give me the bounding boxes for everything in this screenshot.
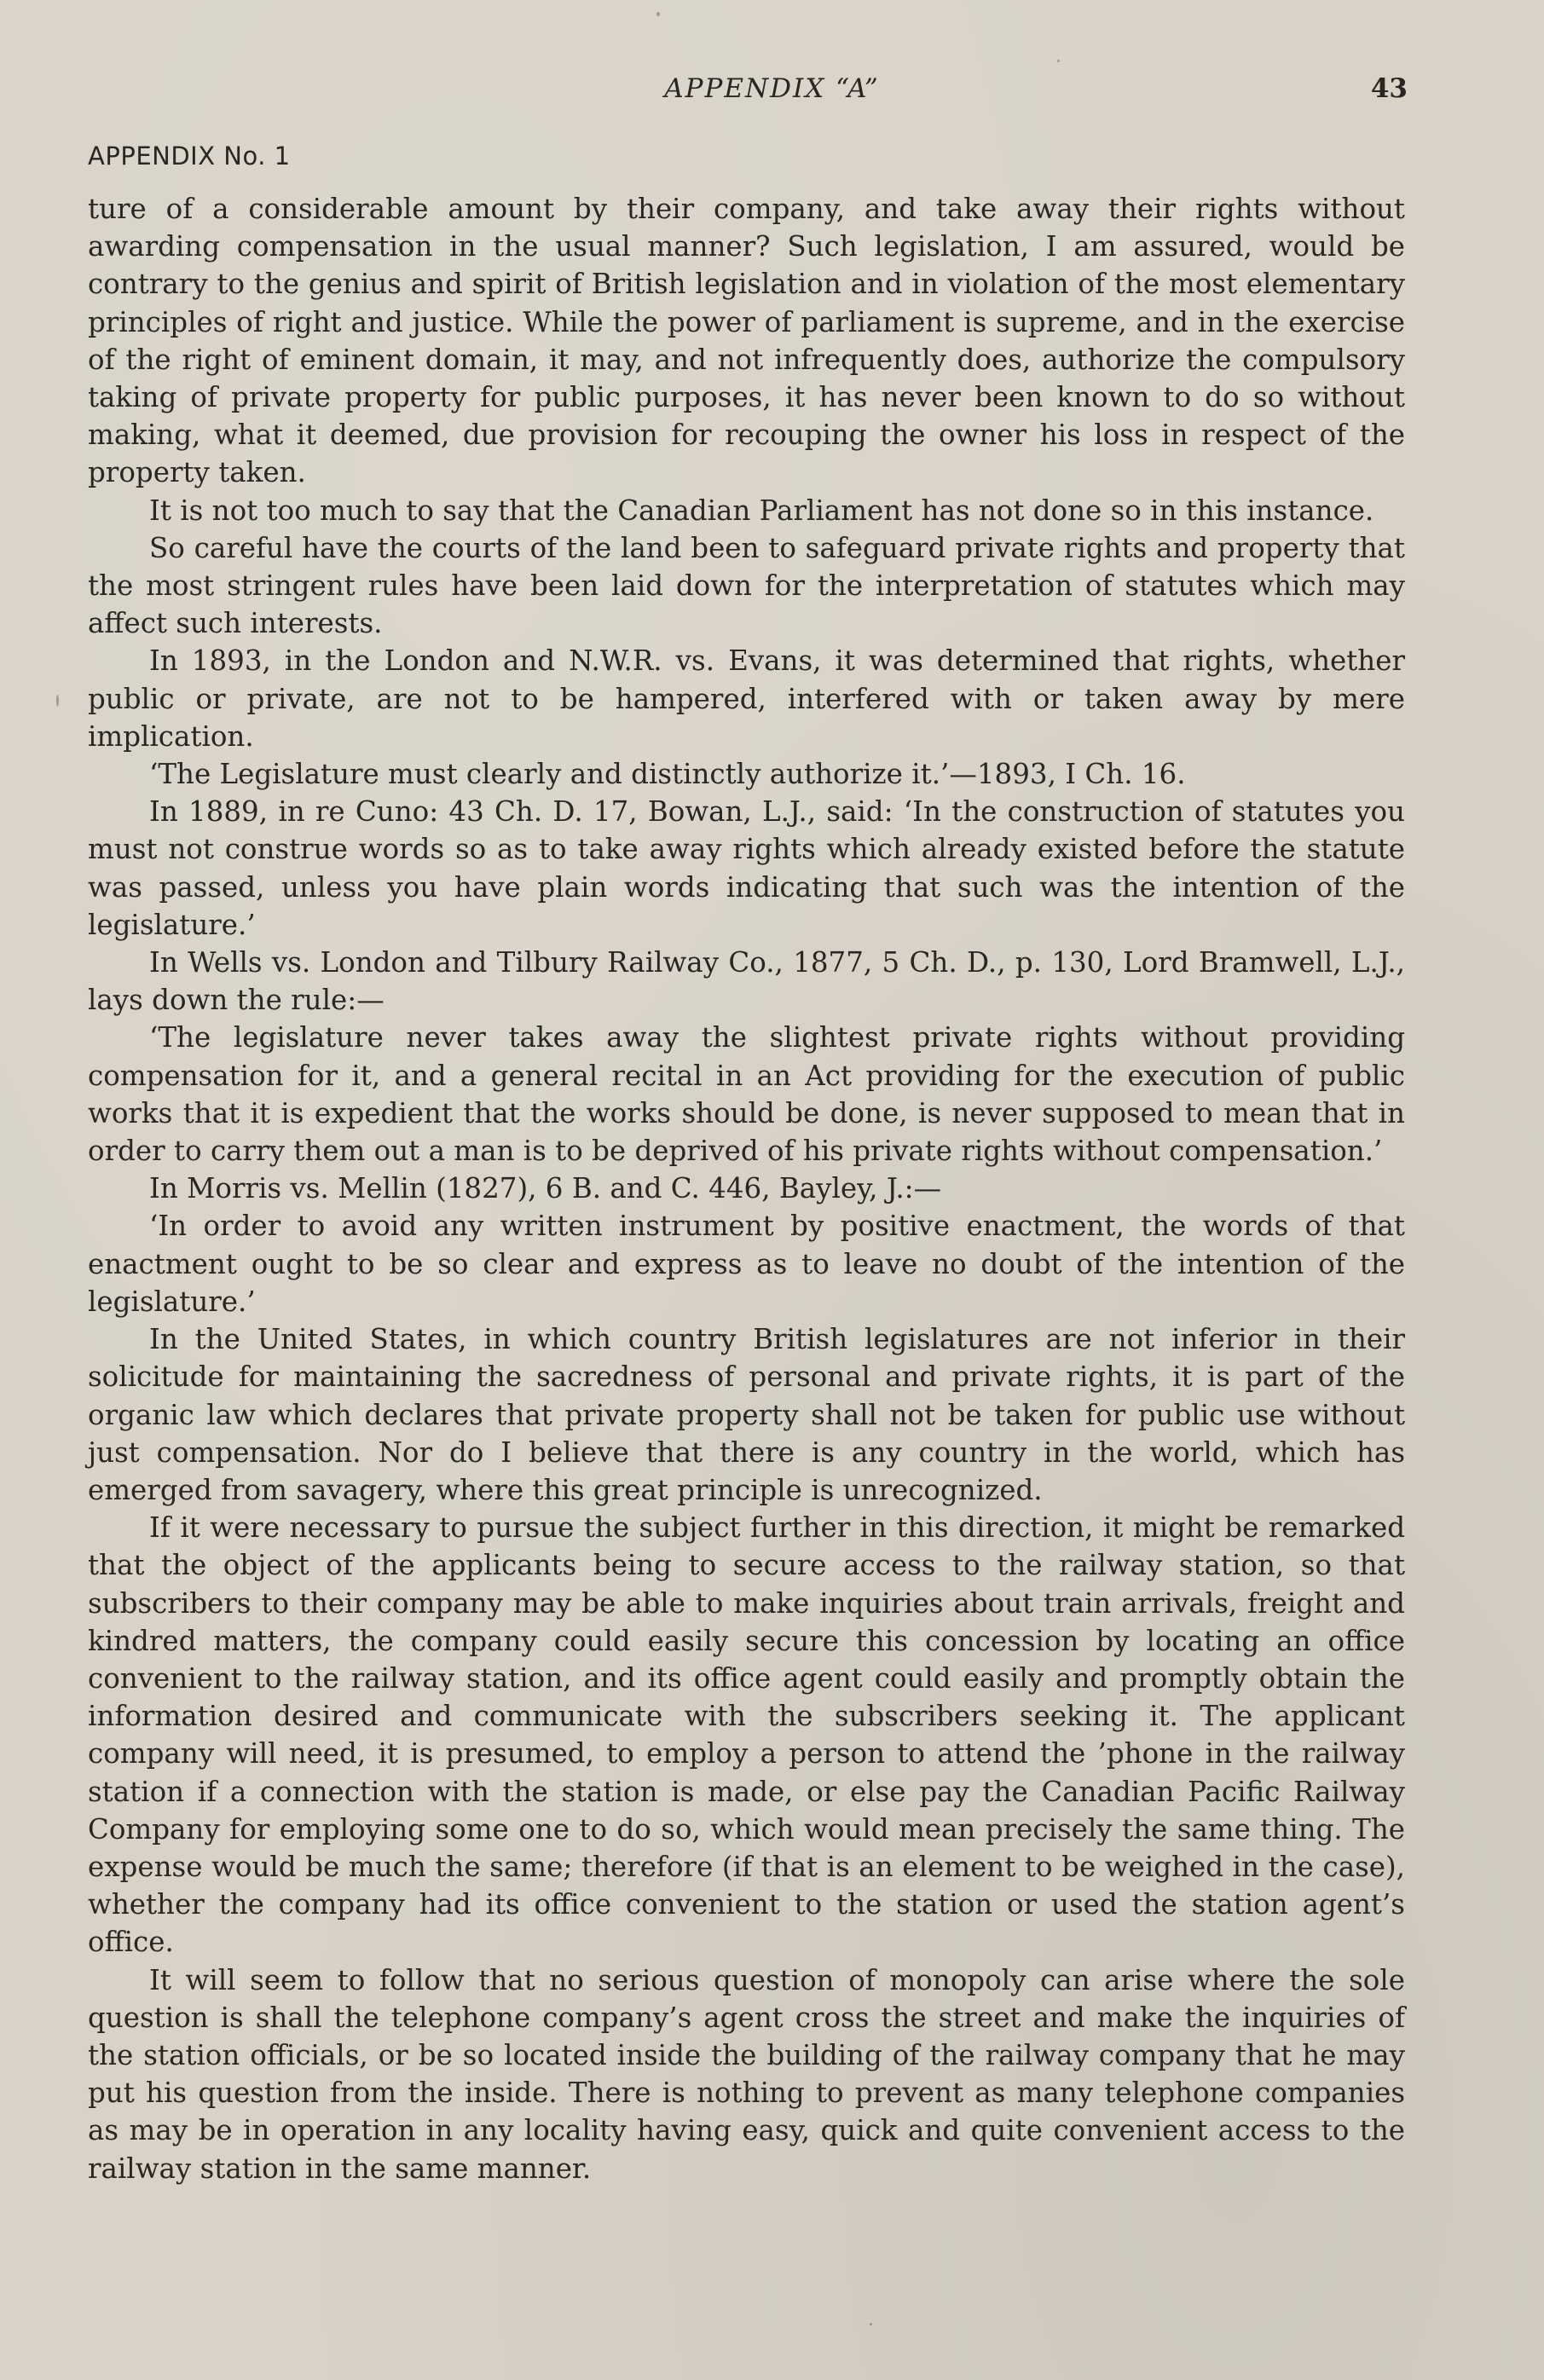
paragraph: ture of a considerable amount by their company, and take away their rights without awarding compensation in the usual manner? Such legislation, I am assured, would be contrary to the genius and spirit of British legislation and in violation of the most elementary principles of right and justice. While the power of parliament is supreme, and in the exercise of the right of eminent domain, it may, and not infrequently does, authorize the compulsory taking of private property for public purposes, it has never been known to do so without making, what it deemed, due provision for recouping the owner his loss in respect of the property taken. bbox=[88, 193, 1405, 489]
paragraph: ‘The Legislature must clearly and distinctly authorize it.’—1893, I Ch. 16. bbox=[149, 758, 1186, 791]
paper-speck bbox=[656, 12, 660, 16]
paragraph: In 1893, in the London and N.W.R. vs. Evans, it was determined that rights, whether public or private, are not to be hampered, interfered with or taken away by mere implication. bbox=[88, 644, 1405, 753]
paragraph: So careful have the courts of the land been to safeguard private rights and property that the most stringent rules have been laid down for the interpretation of statutes which may affect such interests. bbox=[88, 531, 1405, 640]
page-number: 43 bbox=[1370, 73, 1408, 104]
paragraph: If it were necessary to pursue the subject further in this direction, it might be remarked that the object of the applicants being to secure access to the railway station, so that subscribers to their company may be able to make inquiries about train arrivals, freight and kindred matters, the company could easily secure this concession by locating an office convenient to the railway station, and its office agent could easily and promptly obtain the information desired and communicate with the subscribers seeking it. The applicant company will need, it is presumed, to employ a person to attend the ’phone in the railway station if a connection with the station is made, or else pay the Canadian Pacific Railway Company for employing some one to do so, which would mean precisely the same thing. The expense would be much the same; therefore (if that is an element to be weighed in the case), whether the company had its office convenient to the station or used the station agent’s office. bbox=[88, 1511, 1405, 1959]
paper-speck bbox=[870, 2323, 872, 2325]
paper-speck bbox=[1057, 60, 1060, 62]
running-title: APPENDIX “A” bbox=[664, 73, 880, 104]
paragraph: In the United States, in which country British legislatures are not inferior in their solicitude for maintaining the sacredness of personal and private rights, it is part of the organic law which declares that private property shall not be taken for public use without just compensation. Nor do I believe that there is any country in the world, which has emerged from savagery, where this great principle is unrecognized. bbox=[88, 1323, 1405, 1506]
paper-speck bbox=[56, 695, 59, 707]
paragraph: In 1889, in re Cuno: 43 Ch. D. 17, Bowan, L.J., said: ‘In the construction of statutes you must not construe words so as to take away rights which already existed before the statute was passed, unless you have plain words indicating that such was the intention of the legislature.’ bbox=[88, 795, 1405, 941]
paragraph: It is not too much to say that the Canadian Parliament has not done so in this instance. bbox=[149, 494, 1374, 527]
paragraph: ‘In order to avoid any written instrument by positive enactment, the words of that enactment ought to be so clear and express as to leave no doubt of the intention of the legislature.’ bbox=[88, 1210, 1405, 1318]
body-text bbox=[88, 190, 1405, 2187]
paragraph: In Morris vs. Mellin (1827), 6 B. and C. 446, Bayley, J.:— bbox=[149, 1172, 942, 1205]
running-header bbox=[0, 73, 1544, 116]
appendix-label: APPENDIX No. 1 bbox=[88, 142, 291, 170]
paragraph: In Wells vs. London and Tilbury Railway Co., 1877, 5 Ch. D., p. 130, Lord Bramwell, L.J., lays down the rule:— bbox=[88, 946, 1405, 1017]
paragraph: ‘The legislature never takes away the slightest private rights without providing compensation for it, and a general recital in an Act providing for the execution of public works that it is expedient that the works should be done, is never supposed to mean that in order to carry them out a man is to be deprived of his private rights without compensation.’ bbox=[88, 1021, 1405, 1168]
paragraph: It will seem to follow that no serious question of monopoly can arise where the sole question is shall the telephone company’s agent cross the street and make the inquiries of the station officials, or be so located inside the building of the railway company that he may put his question from the inside. There is nothing to prevent as many telephone companies as may be in operation in any locality having easy, quick and quite convenient access to the railway station in the same manner. bbox=[88, 1963, 1405, 2185]
